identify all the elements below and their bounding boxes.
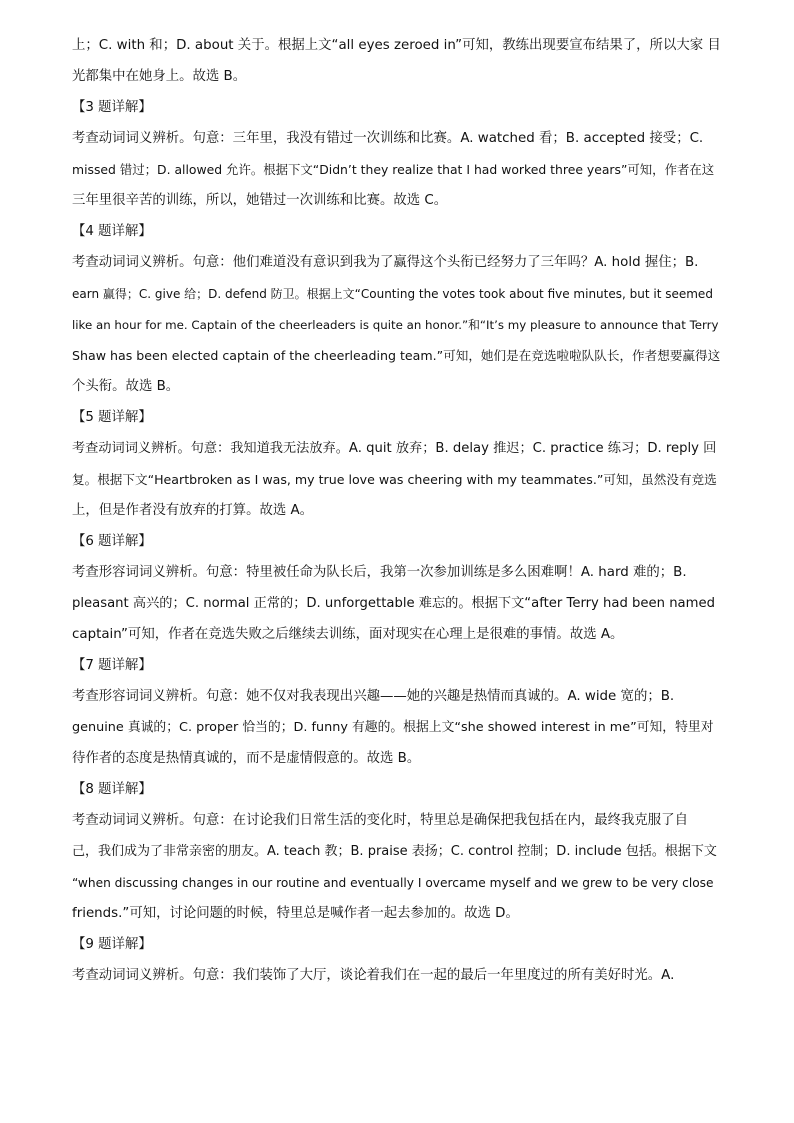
section-heading-8: 【8 题详解】 <box>72 782 152 797</box>
text-line: 考查动词词义辨析。句意：三年里，我没有错过一次训练和比赛。A. watched 看；B. accepted 接受；C. <box>72 131 704 146</box>
text-line: 考查形容词词义辨析。句意：她不仅对我表现出兴趣——她的兴趣是热情而真诚的。A. wide 宽的；B. <box>72 689 675 704</box>
text-line: like an hour for me. Captain of the cheerleaders is quite an honor.”和“It’s my pleasure to announce that Terry <box>72 318 719 332</box>
section-heading-4: 【4 题详解】 <box>72 224 152 239</box>
section-heading-9: 【9 题详解】 <box>72 937 152 952</box>
text-line: 考查动词词义辨析。句意：在讨论我们日常生活的变化时，特里总是确保把我包括在内，最终我克服了自 <box>72 813 688 828</box>
text-line: 考查动词词义辨析。句意：我们装饰了大厅，谈论着我们在一起的最后一年里度过的所有美好时光。A. <box>72 968 675 983</box>
text-line: pleasant 高兴的；C. normal 正常的；D. unforgettable 难忘的。根据下文“after Terry had been named <box>72 596 715 611</box>
text-line: 上；C. with 和；D. about 关于。根据上文“all eyes zeroed in”可知，教练出现要宣布结果了，所以大家 目 <box>72 38 721 53</box>
text-line: “when discussing changes in our routine and eventually I overcame myself and we grew to be very close <box>72 876 714 890</box>
text-line: 三年里很辛苦的训练，所以，她错过一次训练和比赛。故选 C。 <box>72 193 448 208</box>
text-line: captain”可知，作者在竞选失败之后继续去训练，面对现实在心理上是很难的事情。故选 A。 <box>72 627 624 642</box>
text-line: 待作者的态度是热情真诚的，而不是虚情假意的。故选 B。 <box>72 751 421 766</box>
text-line: 考查形容词词义辨析。句意：特里被任命为队长后，我第一次参加训练是多么困难啊！A. hard 难的；B. <box>72 565 687 580</box>
text-line: 己，我们成为了非常亲密的朋友。A. teach 教；B. praise 表扬；C. control 控制；D. include 包括。根据下文 <box>72 844 717 859</box>
text-line: 光都集中在她身上。故选 B。 <box>72 69 247 84</box>
section-heading-3: 【3 题详解】 <box>72 100 152 115</box>
section-heading-7: 【7 题详解】 <box>72 658 152 673</box>
text-line: Shaw has been elected captain of the cheerleading team.”可知，她们是在竞选啦啦队队长，作者想要赢得这 <box>72 348 721 363</box>
text-line: 考查动词词义辨析。句意：他们难道没有意识到我为了赢得这个头衔已经努力了三年吗？A. hold 握住；B. <box>72 255 699 270</box>
text-line: missed 错过；D. allowed 允许。根据下文“Didn’t they realize that I had worked three years”可知，作者在这 <box>72 162 715 177</box>
text-line: 上，但是作者没有放弃的打算。故选 A。 <box>72 503 314 518</box>
section-heading-6: 【6 题详解】 <box>72 534 152 549</box>
text-line: earn 赢得；C. give 给；D. defend 防卫。根据上文“Counting the votes took about five minutes, but it seemed <box>72 287 713 301</box>
section-heading-5: 【5 题详解】 <box>72 410 152 425</box>
text-line: 复。根据下文“Heartbroken as I was, my true love was cheering with my teammates.”可知，虽然没有竞选 <box>72 472 717 487</box>
text-line: 个头衔。故选 B。 <box>72 379 180 394</box>
text-line: 考查动词词义辨析。句意：我知道我无法放弃。A. quit 放弃；B. delay 推迟；C. practice 练习；D. reply 回 <box>72 441 717 456</box>
text-line: genuine 真诚的；C. proper 恰当的；D. funny 有趣的。根据上文“she showed interest in me”可知，特里对 <box>72 720 714 735</box>
text-line: friends.”可知，讨论问题的时候，特里总是喊作者一起去参加的。故选 D。 <box>72 906 519 921</box>
